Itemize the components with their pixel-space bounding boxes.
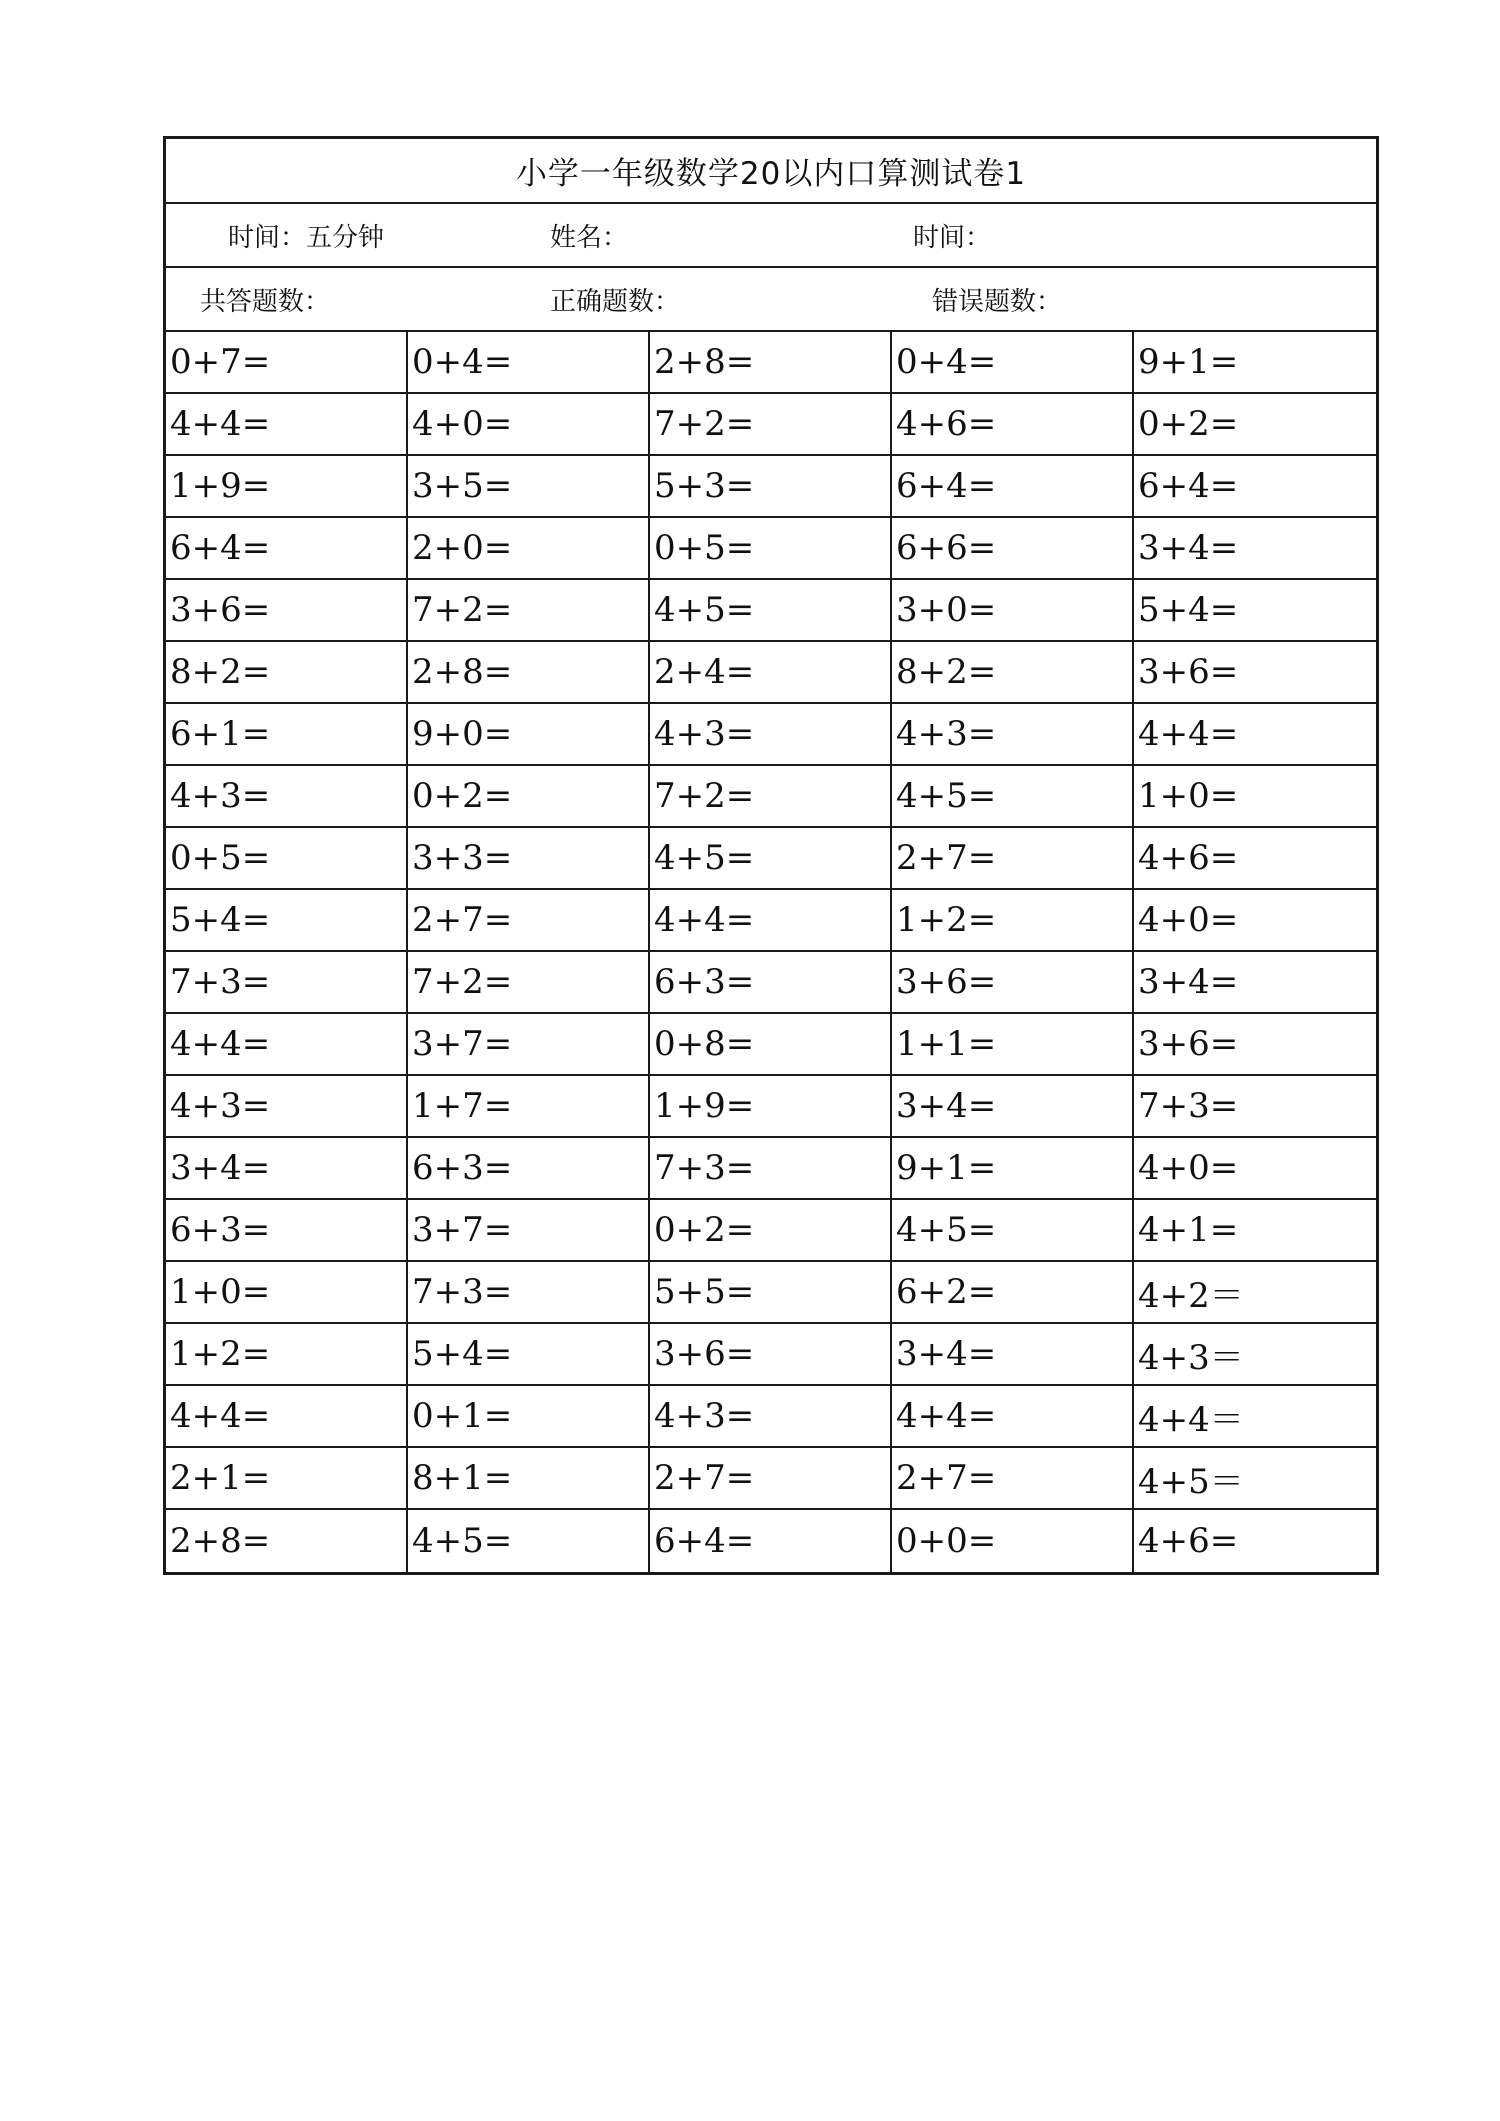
problem-cell: 3+4=	[1134, 518, 1376, 580]
problem-cell: 6+3=	[650, 952, 892, 1014]
problem-cell: 4+4=	[650, 890, 892, 952]
problem-cell: 1+0=	[1134, 766, 1376, 828]
problem-cell: 3+4=	[892, 1324, 1134, 1386]
problem-cell: 6+4=	[650, 1510, 892, 1572]
total-answered-label: 共答题数：	[200, 286, 331, 317]
problem-cell: 6+1=	[166, 704, 408, 766]
problem-cell: 3+6=	[892, 952, 1134, 1014]
problem-cell: 4+0=	[1134, 890, 1376, 952]
problem-cell: 5+3=	[650, 456, 892, 518]
problem-cell: 7+2=	[650, 766, 892, 828]
problem-cell: 1+1=	[892, 1014, 1134, 1076]
problem-cell: 4+4=	[166, 1386, 408, 1448]
worksheet-title: 小学一年级数学20以内口算测试卷1	[166, 139, 1376, 204]
info-row-score	[166, 268, 1376, 332]
problem-cell: 4+4=	[1134, 704, 1376, 766]
problem-cell: 6+3=	[408, 1138, 650, 1200]
problem-cell: 6+2=	[892, 1262, 1134, 1324]
problem-cell: 0+4=	[408, 332, 650, 394]
problem-cell: 4+6=	[892, 394, 1134, 456]
problem-cell: 3+3=	[408, 828, 650, 890]
problem-cell: 6+4=	[166, 518, 408, 580]
problem-cell: 8+1=	[408, 1448, 650, 1510]
problem-cell: 7+2=	[408, 580, 650, 642]
problem-cell: 1+7=	[408, 1076, 650, 1138]
problem-cell: 4+5=	[892, 1200, 1134, 1262]
problem-cell: 7+3=	[166, 952, 408, 1014]
problem-cell: 4+3＝	[1134, 1324, 1376, 1386]
problem-cell: 4+5＝	[1134, 1448, 1376, 1510]
problem-cell: 0+7=	[166, 332, 408, 394]
problem-cell: 2+1=	[166, 1448, 408, 1510]
problem-cell: 8+2=	[892, 642, 1134, 704]
problem-cell: 9+1=	[1134, 332, 1376, 394]
problem-cell: 3+4=	[166, 1138, 408, 1200]
problem-cell: 3+6=	[650, 1324, 892, 1386]
problem-cell: 4+0=	[1134, 1138, 1376, 1200]
problem-cell: 9+1=	[892, 1138, 1134, 1200]
problem-cell: 6+6=	[892, 518, 1134, 580]
problem-cell: 4+6=	[1138, 1521, 1239, 1561]
problem-cell: 2+7=	[408, 890, 650, 952]
problem-cell: 5+4=	[1134, 580, 1376, 642]
problem-cell: 2+8=	[166, 1510, 408, 1572]
problem-cell: 7+3=	[650, 1138, 892, 1200]
problem-cell: 4+3=	[166, 1076, 408, 1138]
problem-cell: 3+7=	[408, 1014, 650, 1076]
time-taken-label: 时间：	[913, 222, 992, 253]
problem-cell: 3+7=	[408, 1200, 650, 1262]
problem-cell: 5+4=	[408, 1324, 650, 1386]
problem-cell: 1+9=	[650, 1076, 892, 1138]
problem-cell: 0+5=	[650, 518, 892, 580]
problem-cell: 7+3=	[408, 1262, 650, 1324]
problem-cell: 0+8=	[650, 1014, 892, 1076]
problem-cell: 1+0=	[166, 1262, 408, 1324]
problem-cell: 4+3=	[166, 766, 408, 828]
problem-grid	[166, 332, 1376, 1572]
problem-cell: 4+3=	[892, 704, 1134, 766]
problem-cell: 1+9=	[166, 456, 408, 518]
problem-cell: 4+5=	[650, 828, 892, 890]
problem-cell: 4+4=	[892, 1386, 1134, 1448]
problem-cell: 4+0=	[408, 394, 650, 456]
problem-cell: 4+4=	[166, 1014, 408, 1076]
problem-cell: 6+4=	[1134, 456, 1376, 518]
problem-cell: 7+3=	[1134, 1076, 1376, 1138]
problem-cell: 0+2=	[1134, 394, 1376, 456]
problem-cell: 4+2＝	[1134, 1262, 1376, 1324]
problem-cell: 4+3=	[650, 704, 892, 766]
problem-cell: 5+4=	[166, 890, 408, 952]
problem-cell: 2+7=	[892, 828, 1134, 890]
problem-cell: 3+6=	[1134, 1014, 1376, 1076]
problem-cell: 1+2=	[166, 1324, 408, 1386]
problem-cell: 3+0=	[892, 580, 1134, 642]
student-name-label: 姓名：	[550, 222, 629, 253]
problem-cell: 3+6=	[166, 580, 408, 642]
problem-cell: 4+5=	[650, 580, 892, 642]
problem-cell: 4+1=	[1134, 1200, 1376, 1262]
problem-cell: 4+4=	[166, 394, 408, 456]
problem-cell: 1+2=	[892, 890, 1134, 952]
problem-cell: 0+2=	[408, 766, 650, 828]
problem-cell: 3+5=	[408, 456, 650, 518]
problem-cell: 2+7=	[650, 1448, 892, 1510]
problem-cell: 5+5=	[650, 1262, 892, 1324]
problem-cell: 2+8=	[650, 332, 892, 394]
problem-cell: 4+4＝	[1134, 1386, 1376, 1448]
problem-cell: 7+2=	[650, 394, 892, 456]
problem-cell: 3+6=	[1134, 642, 1376, 704]
problem-cell: 3+4=	[1134, 952, 1376, 1014]
problem-cell: 4+3=	[650, 1386, 892, 1448]
worksheet-table	[163, 136, 1379, 1575]
wrong-count-label: 错误题数：	[932, 286, 1063, 317]
problem-cell: 2+0=	[408, 518, 650, 580]
problem-cell: 0+2=	[650, 1200, 892, 1262]
problem-cell: 4+5=	[892, 766, 1134, 828]
problem-cell: 6+4=	[892, 456, 1134, 518]
info-row-time-name	[166, 204, 1376, 268]
problem-cell: 4+5=	[408, 1510, 650, 1572]
problem-cell: 0+5=	[166, 828, 408, 890]
problem-cell: 0+0=	[892, 1510, 1134, 1572]
problem-cell: 0+1=	[408, 1386, 650, 1448]
problem-cell: 2+4=	[650, 642, 892, 704]
problem-cell: 9+0=	[408, 704, 650, 766]
problem-cell: 3+4=	[892, 1076, 1134, 1138]
problem-cell: 6+3=	[166, 1200, 408, 1262]
problem-cell: 7+2=	[408, 952, 650, 1014]
problem-cell: 2+7=	[892, 1448, 1134, 1510]
problem-cell: 8+2=	[166, 642, 408, 704]
problem-cell: 4+6=	[1134, 828, 1376, 890]
problem-cell: 2+8=	[408, 642, 650, 704]
problem-cell: 0+4=	[892, 332, 1134, 394]
time-limit-label: 时间：五分钟	[228, 222, 385, 253]
correct-count-label: 正确题数：	[550, 286, 681, 317]
